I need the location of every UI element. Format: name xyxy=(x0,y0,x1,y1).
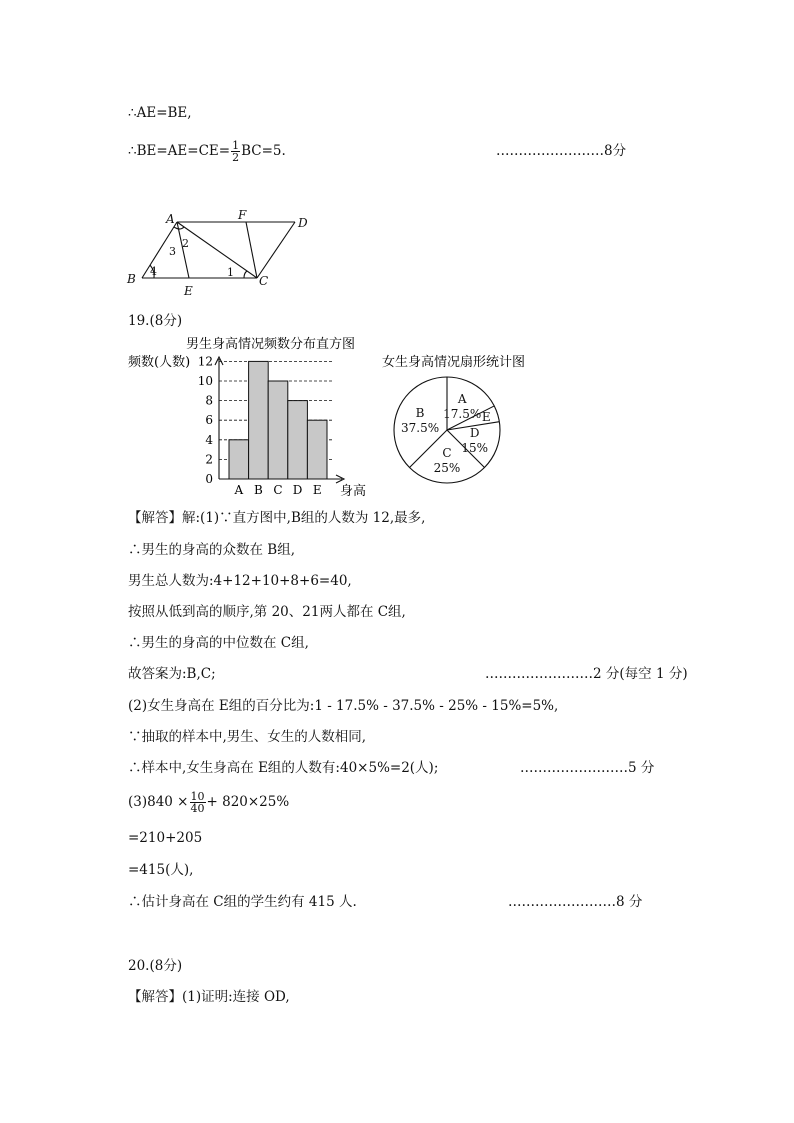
y-tick-12: 12 xyxy=(197,354,213,369)
solution-line-10 xyxy=(128,791,289,814)
solution-line-3: 男生总人数为:4+12+10+8+6=40, xyxy=(128,573,352,589)
text-be-post: BC=5. xyxy=(241,143,286,159)
histogram-chart xyxy=(126,333,386,503)
slice-label-B: B xyxy=(415,405,425,420)
label-angle-2: 2 xyxy=(182,237,189,250)
formula-post: + 820×25% xyxy=(206,794,290,810)
segment-ae xyxy=(177,222,189,278)
segment-ac xyxy=(177,222,257,278)
solution-line-6: 故答案为:B,C; xyxy=(128,666,216,682)
score-5: ……………………5 分 xyxy=(520,760,655,776)
y-tick-10: 10 xyxy=(197,374,213,388)
bar-C xyxy=(268,381,288,479)
fraction-num: 10 xyxy=(190,790,205,803)
pie-chart xyxy=(380,348,580,488)
pie-title: 女生身高情况扇形统计图 xyxy=(382,355,526,370)
score-2: ……………………2 分(每空 1 分) xyxy=(485,666,688,682)
text-be-ae-ce xyxy=(128,140,286,163)
histogram-ylabel: 频数(人数) xyxy=(128,355,191,370)
segment-dc xyxy=(257,222,295,278)
segment-fc xyxy=(246,222,257,278)
section19-header: 19.(8分) xyxy=(128,313,183,329)
slice-pct-A: 17.5% xyxy=(443,407,482,422)
y-tick-6: 6 xyxy=(205,413,213,428)
solution-line-2: ∴男生的身高的众数在 B组, xyxy=(128,542,296,558)
label-f: F xyxy=(238,208,247,222)
y-tick-2: 2 xyxy=(205,452,213,467)
slice-pct-D: 15% xyxy=(461,441,489,456)
bar-A xyxy=(229,440,249,479)
solution-line-13: ∴估计身高在 C组的学生约有 415 人. xyxy=(128,894,357,910)
section20-line-1: 【解答】(1)证明:连接 OD, xyxy=(128,989,290,1005)
solution-line-1: 【解答】解:(1)∵直方图中,B组的人数为 12,最多, xyxy=(128,510,426,526)
formula-pre: (3)840 × xyxy=(128,794,189,810)
solution-line-12: =415(人), xyxy=(128,862,194,878)
solution-line-9: ∴样本中,女生身高在 E组的人数有:40×5%=2(人); xyxy=(128,760,439,776)
text-ae-be: ∴AE=BE, xyxy=(128,105,192,121)
fraction-10-40 xyxy=(190,791,206,814)
solution-line-8: ∵抽取的样本中,男生、女生的人数相同, xyxy=(128,729,367,745)
y-tick-4: 4 xyxy=(205,432,213,447)
slice-pct-C: 25% xyxy=(433,461,461,476)
y-tick-8: 8 xyxy=(205,393,213,408)
parallelogram-figure xyxy=(120,205,320,300)
fraction-den: 2 xyxy=(232,151,240,164)
solution-line-4: 按照从低到高的顺序,第 20、21两人都在 C组, xyxy=(128,604,406,620)
fraction-den: 40 xyxy=(190,802,205,815)
slice-label-A: A xyxy=(457,392,467,407)
section20-header: 20.(8分) xyxy=(128,958,183,974)
x-tick-C: C xyxy=(273,483,283,497)
fraction-half xyxy=(231,140,240,163)
slice-label-C: C xyxy=(442,446,452,461)
label-a: A xyxy=(166,212,175,226)
label-d: D xyxy=(298,216,308,230)
score-8b: ……………………8 分 xyxy=(508,894,643,910)
solution-line-7: (2)女生身高在 E组的百分比为:1 - 17.5% - 37.5% - 25% - 15%=5%, xyxy=(128,698,559,714)
angle-mark-a xyxy=(174,227,184,229)
slice-label-E: E xyxy=(481,410,491,425)
histogram-xlabel: 身高 xyxy=(340,484,367,499)
bar-B xyxy=(249,361,269,479)
slice-label-D: D xyxy=(469,426,480,441)
label-c: C xyxy=(259,274,269,288)
bar-D xyxy=(288,401,308,479)
label-b: B xyxy=(127,272,136,286)
histogram-title: 男生身高情况频数分布直方图 xyxy=(186,337,356,352)
label-angle-1: 1 xyxy=(227,266,234,279)
label-angle-4: 4 xyxy=(150,265,157,278)
label-e: E xyxy=(184,284,193,298)
bar-E xyxy=(307,420,327,479)
solution-line-5: ∴男生的身高的中位数在 C组, xyxy=(128,635,309,651)
angle-mark-c xyxy=(244,271,247,278)
text-be-pre: ∴BE=AE=CE= xyxy=(128,143,231,159)
solution-line-11: =210+205 xyxy=(128,830,203,846)
x-tick-D: D xyxy=(292,483,303,497)
score-8: ……………………8分 xyxy=(496,143,627,159)
y-tick-0: 0 xyxy=(205,472,213,486)
slice-pct-B: 37.5% xyxy=(401,420,440,435)
label-angle-3: 3 xyxy=(169,245,176,258)
x-tick-B: B xyxy=(253,483,263,497)
x-tick-A: A xyxy=(234,483,244,497)
x-tick-E: E xyxy=(312,483,322,497)
fraction-num: 1 xyxy=(232,139,240,152)
